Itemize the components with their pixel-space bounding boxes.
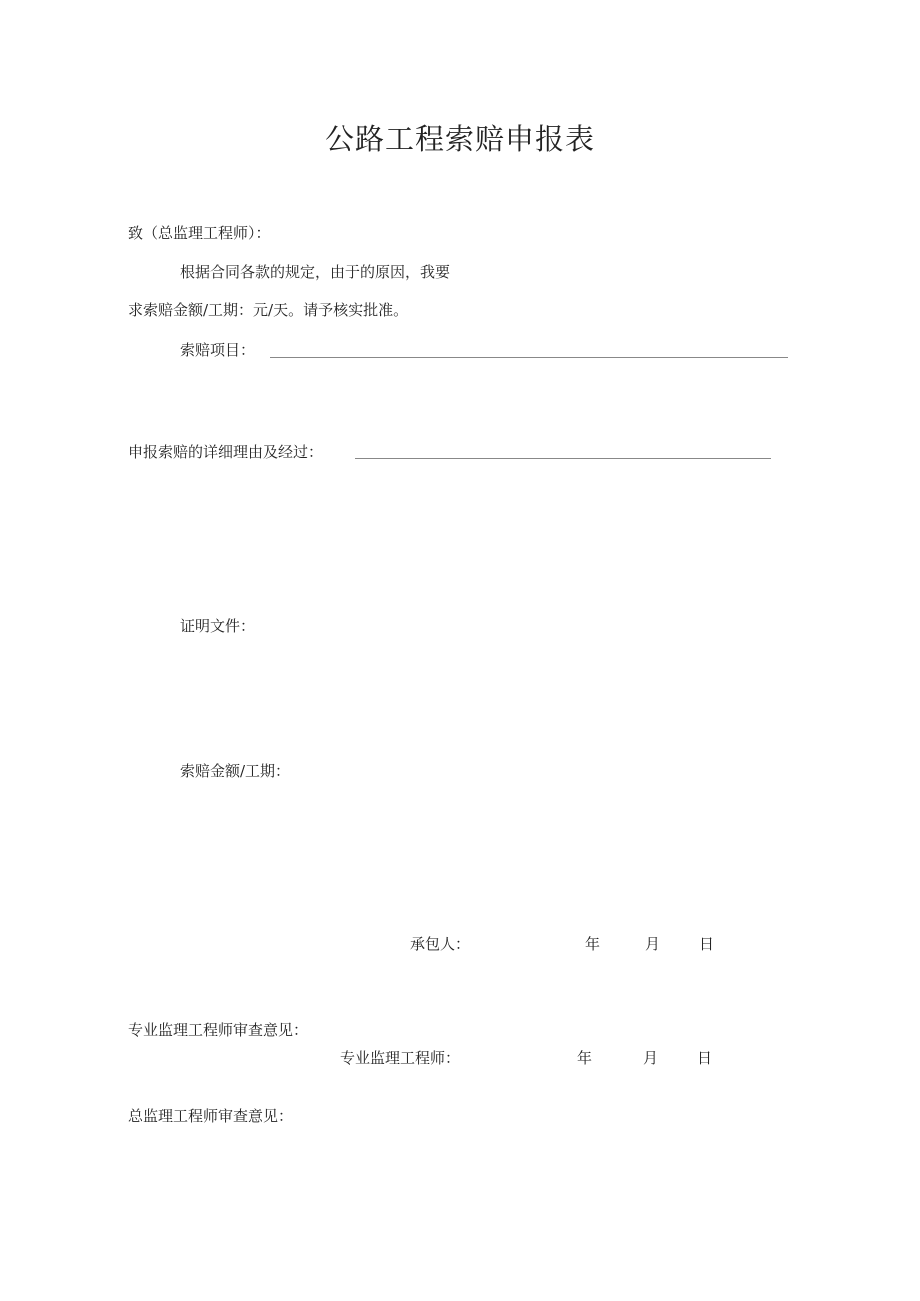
intro-line-1: 根据合同各款的规定，由于的原因，我要 bbox=[180, 263, 451, 281]
claim-reason-fill-line[interactable] bbox=[355, 458, 771, 459]
claim-item-fill-line[interactable] bbox=[270, 357, 788, 358]
claim-amount-label: 索赔金额/工期： bbox=[180, 762, 291, 780]
contractor-month: 月 bbox=[645, 935, 661, 953]
page-title: 公路工程索赔申报表 bbox=[324, 122, 595, 156]
claim-item-label: 索赔项目： bbox=[180, 341, 256, 359]
specialist-signer-label: 专业监理工程师： bbox=[340, 1049, 461, 1067]
intro-line-2: 求索赔金额/工期：元/天。请予核实批准。 bbox=[128, 301, 409, 319]
contractor-label: 承包人： bbox=[410, 935, 471, 953]
specialist-day: 日 bbox=[697, 1049, 713, 1067]
specialist-review-label: 专业监理工程师审查意见： bbox=[128, 1021, 309, 1039]
contractor-day: 日 bbox=[699, 935, 715, 953]
contractor-year: 年 bbox=[585, 935, 601, 953]
specialist-month: 月 bbox=[643, 1049, 659, 1067]
specialist-year: 年 bbox=[577, 1049, 593, 1067]
chief-review-label: 总监理工程师审查意见： bbox=[128, 1107, 294, 1125]
addressee: 致（总监理工程师）： bbox=[128, 224, 271, 242]
evidence-label: 证明文件： bbox=[180, 617, 256, 635]
claim-reason-label: 申报索赔的详细理由及经过： bbox=[128, 443, 324, 461]
